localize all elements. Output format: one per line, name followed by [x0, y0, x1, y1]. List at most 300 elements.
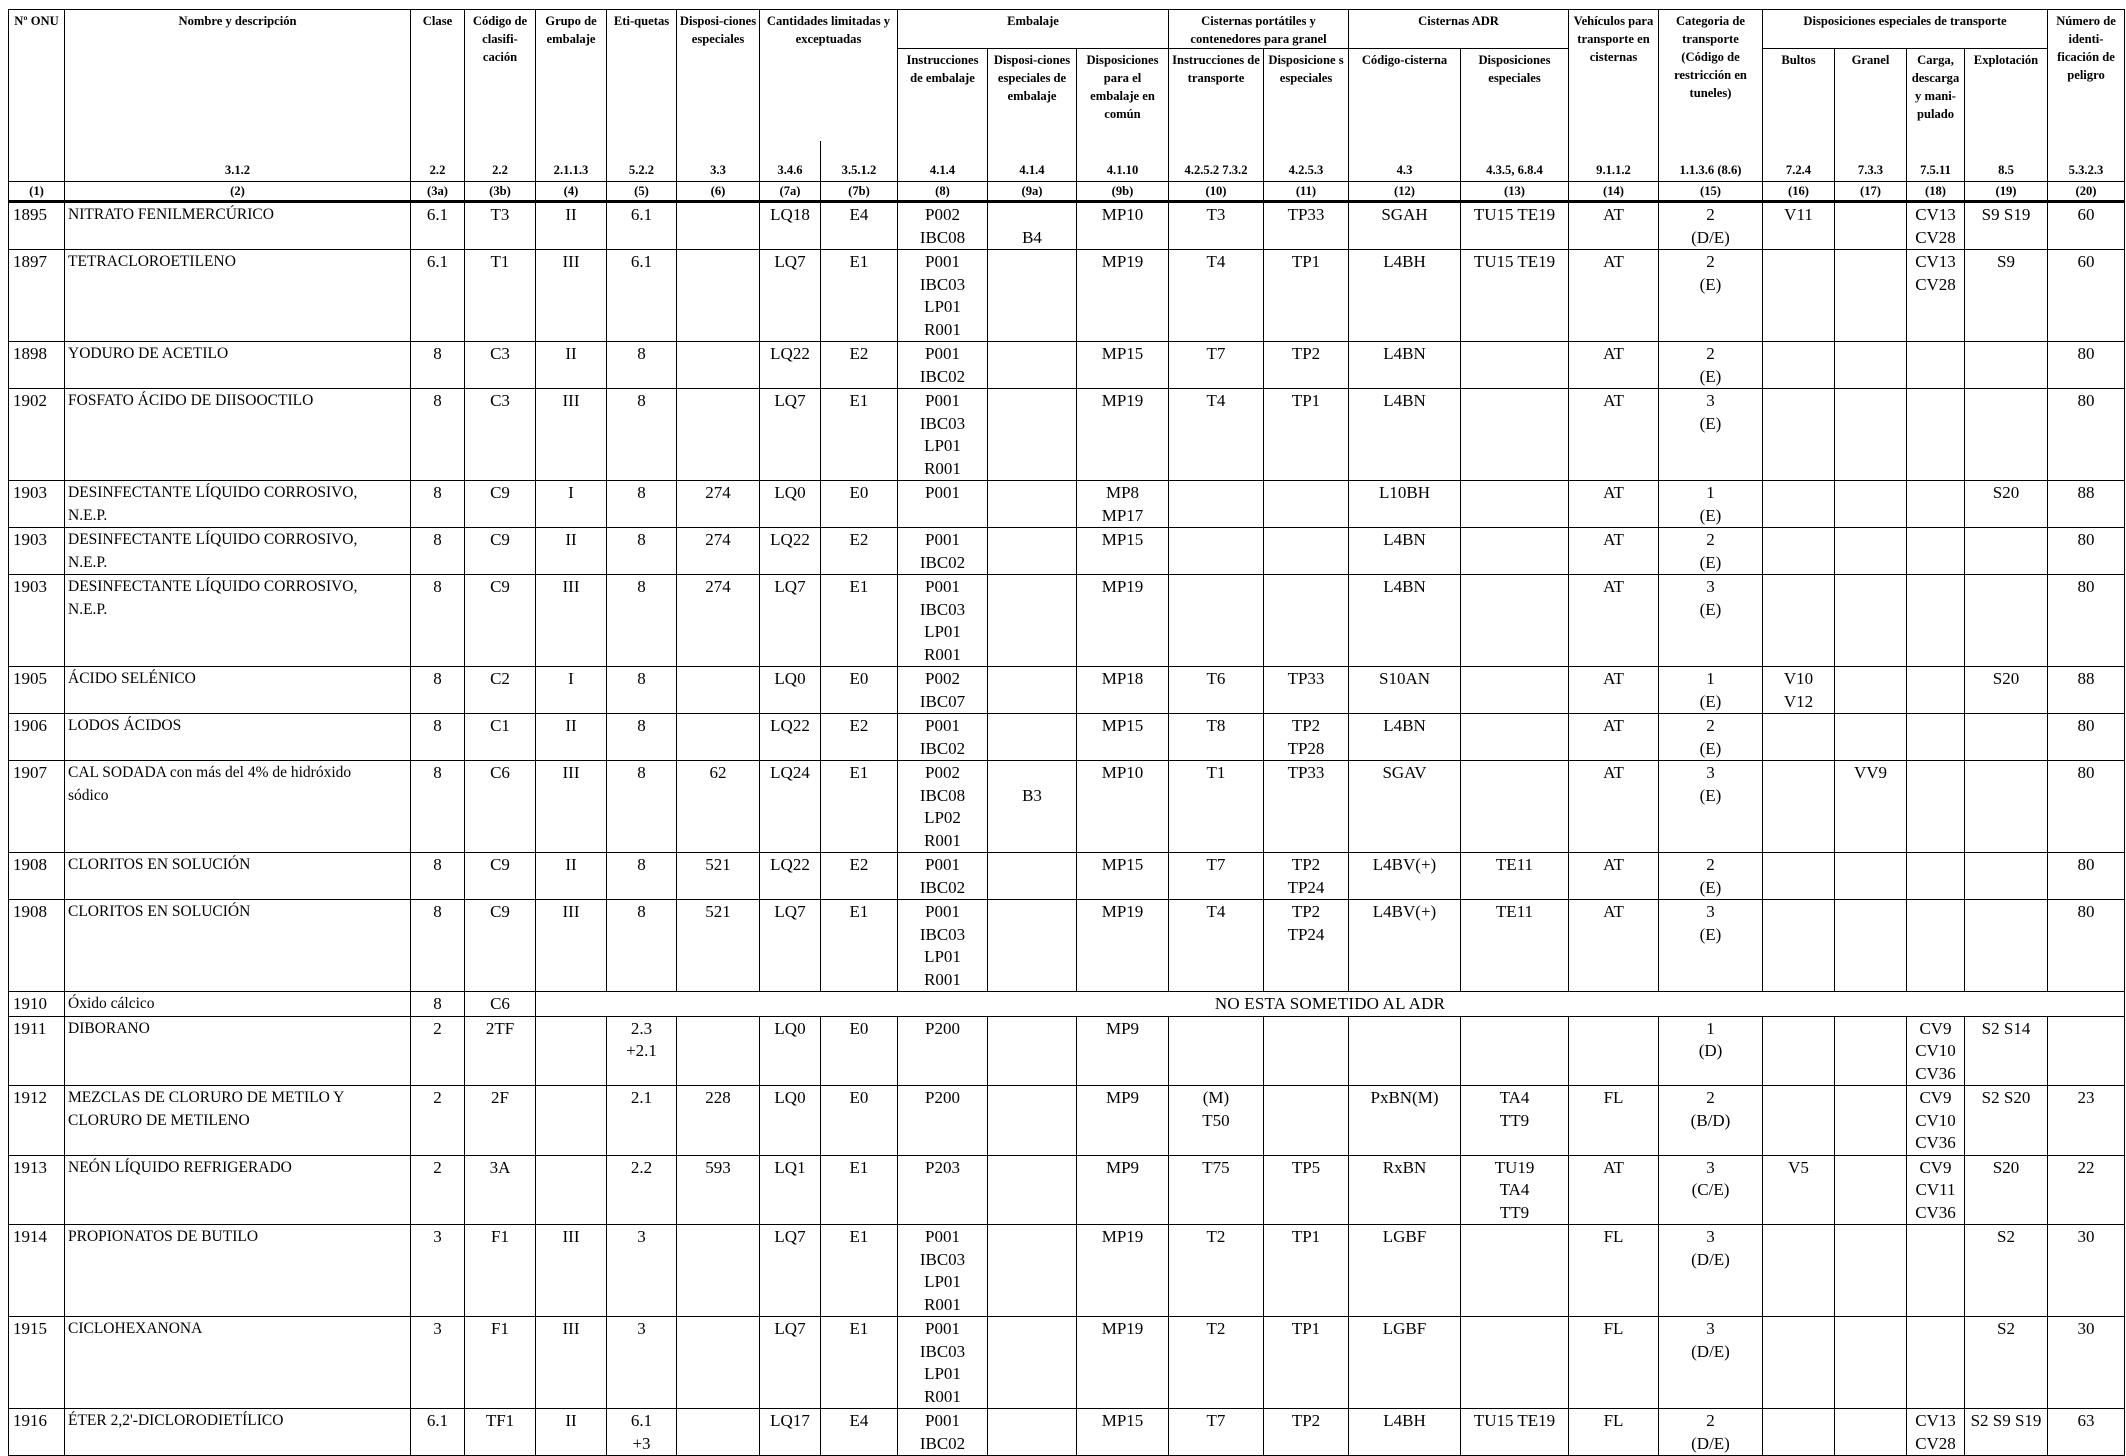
data-cell [1461, 342, 1569, 389]
data-cell: E2 [821, 342, 898, 389]
table-row [9, 761, 2125, 853]
data-cell: L4BV(+) [1349, 853, 1461, 900]
data-cell: SGAV [1349, 761, 1461, 853]
data-cell: L10BH [1349, 481, 1461, 528]
data-cell [1763, 900, 1835, 992]
data-cell [1763, 761, 1835, 853]
data-cell: LQ17 [760, 1409, 821, 1456]
data-cell: III [536, 900, 607, 992]
data-cell: 8 [607, 481, 677, 528]
data-cell [988, 342, 1077, 389]
data-cell [1763, 1317, 1835, 1409]
data-cell: L4BV(+) [1349, 900, 1461, 992]
column-number: (10) [1169, 182, 1264, 202]
data-cell: 2 [411, 1086, 465, 1156]
substance-name-cell: DESINFECTANTE LÍQUIDO CORROSIVO, N.E.P. [65, 481, 411, 528]
data-cell: S9 [1965, 250, 2048, 342]
data-cell: 3 [607, 1225, 677, 1317]
data-cell: P001 IBC03 LP01 R001 [898, 1225, 988, 1317]
data-cell: V10 V12 [1763, 667, 1835, 714]
data-cell: AT [1569, 853, 1659, 900]
data-cell: E1 [821, 761, 898, 853]
data-cell: MP10 [1077, 202, 1169, 250]
data-cell: 2TF [465, 1016, 536, 1086]
data-cell [988, 1225, 1077, 1317]
un-number-cell: 1897 [9, 250, 65, 342]
table-row [9, 250, 2125, 342]
un-number-cell: 1906 [9, 714, 65, 761]
data-cell: E1 [821, 250, 898, 342]
data-cell: 3 (D/E) [1659, 1225, 1763, 1317]
data-cell [988, 1155, 1077, 1225]
data-cell: 8 [411, 900, 465, 992]
table-row [9, 202, 2125, 250]
data-cell [536, 1086, 607, 1156]
table-row [9, 389, 2125, 481]
data-cell: 63 [2048, 1409, 2125, 1456]
data-cell: II [536, 528, 607, 575]
column-number: (8) [898, 182, 988, 202]
data-cell: B3 [988, 761, 1077, 853]
table-row [9, 1086, 2125, 1156]
data-cell: T75 [1169, 1155, 1264, 1225]
table-header [9, 10, 2125, 202]
column-number: (17) [1835, 182, 1907, 202]
table-row [9, 1409, 2125, 1456]
data-cell: 1 (D) [1659, 1016, 1763, 1086]
header-special-transport: Disposiciones especiales de transporte [1763, 10, 2048, 49]
data-cell: S10AN [1349, 667, 1461, 714]
data-cell: B4 [988, 202, 1077, 250]
data-cell: 8 [411, 714, 465, 761]
data-cell: CV13 CV28 [1907, 250, 1965, 342]
data-cell [536, 1155, 607, 1225]
data-cell: C3 [465, 342, 536, 389]
data-cell: E1 [821, 1225, 898, 1317]
data-cell: MP19 [1077, 1317, 1169, 1409]
data-cell: L4BN [1349, 389, 1461, 481]
data-cell: TU15 TE19 [1461, 250, 1569, 342]
data-cell [1835, 1086, 1907, 1156]
data-cell: 3 (D/E) [1659, 1317, 1763, 1409]
data-cell: MP19 [1077, 250, 1169, 342]
data-cell [1569, 1016, 1659, 1086]
section-ref: 3.5.1.2 [821, 141, 898, 182]
data-cell [1907, 900, 1965, 992]
header-labels: Eti-quetas [607, 10, 677, 141]
data-cell: V5 [1763, 1155, 1835, 1225]
data-cell: VV9 [1835, 761, 1907, 853]
header-transport-category: Categoria de transporte (Código de restricción en tuneles) [1659, 10, 1763, 141]
data-cell: T7 [1169, 853, 1264, 900]
data-cell: TP1 [1264, 250, 1349, 342]
data-cell: TA4 TT9 [1461, 1086, 1569, 1156]
data-cell: 8 [411, 389, 465, 481]
substance-name-cell: CLORITOS EN SOLUCIÓN [65, 900, 411, 992]
data-cell [1461, 528, 1569, 575]
data-cell: L4BH [1349, 1409, 1461, 1456]
data-cell: LQ22 [760, 853, 821, 900]
data-cell: E2 [821, 714, 898, 761]
data-cell: P001 IBC03 LP01 R001 [898, 250, 988, 342]
data-cell: E0 [821, 667, 898, 714]
data-cell: PxBN(M) [1349, 1086, 1461, 1156]
data-cell [988, 853, 1077, 900]
table-row [9, 1317, 2125, 1409]
section-ref: 1.1.3.6 (8.6) [1659, 141, 1763, 182]
data-cell [677, 667, 760, 714]
data-cell: LQ18 [760, 202, 821, 250]
data-cell [1835, 1225, 1907, 1317]
data-cell: LQ22 [760, 714, 821, 761]
data-cell: L4BN [1349, 528, 1461, 575]
data-cell: 2 [411, 1016, 465, 1086]
data-cell [1965, 575, 2048, 667]
data-cell: (M) T50 [1169, 1086, 1264, 1156]
column-number: (14) [1569, 182, 1659, 202]
data-cell [1461, 667, 1569, 714]
data-cell [988, 1409, 1077, 1456]
data-cell [1763, 1016, 1835, 1086]
data-cell: SGAH [1349, 202, 1461, 250]
data-cell [1907, 575, 1965, 667]
data-cell: P001 [898, 481, 988, 528]
data-cell: 8 [607, 528, 677, 575]
column-number: (15) [1659, 182, 1763, 202]
header-portable-tanks: Cisternas portátiles y contenedores para granel [1169, 10, 1349, 49]
data-cell: P002 IBC08 LP02 R001 [898, 761, 988, 853]
data-cell: C9 [465, 853, 536, 900]
substance-name-cell: DIBORANO [65, 1016, 411, 1086]
data-cell [1264, 528, 1349, 575]
header-classification-code: Código de clasifi-cación [465, 10, 536, 141]
adr-dangerous-goods-table [8, 9, 2125, 1456]
data-cell: TE11 [1461, 853, 1569, 900]
data-cell [1835, 1317, 1907, 1409]
data-cell [1835, 667, 1907, 714]
section-ref: 9.1.1.2 [1569, 141, 1659, 182]
data-cell: 2 (E) [1659, 528, 1763, 575]
data-cell: 2 (E) [1659, 853, 1763, 900]
data-cell [1835, 481, 1907, 528]
data-cell: 3 (E) [1659, 900, 1763, 992]
data-cell [1763, 1409, 1835, 1456]
data-cell: CV13 CV28 [1907, 1409, 1965, 1456]
un-number-cell: 1895 [9, 202, 65, 250]
section-ref: 5.2.2 [607, 141, 677, 182]
data-cell: II [536, 853, 607, 900]
column-number: (13) [1461, 182, 1569, 202]
header-packaging: Embalaje [898, 10, 1169, 49]
data-cell: MP18 [1077, 667, 1169, 714]
substance-name-cell: YODURO DE ACETILO [65, 342, 411, 389]
data-cell: T1 [1169, 761, 1264, 853]
data-cell: 274 [677, 481, 760, 528]
data-cell: 2 (B/D) [1659, 1086, 1763, 1156]
data-cell: T3 [465, 202, 536, 250]
data-cell [1907, 761, 1965, 853]
data-cell: P001 IBC03 LP01 R001 [898, 1317, 988, 1409]
data-cell: V11 [1763, 202, 1835, 250]
data-cell [1965, 342, 2048, 389]
data-cell: MP15 [1077, 528, 1169, 575]
section-ref: 4.1.4 [988, 141, 1077, 182]
data-cell [1907, 853, 1965, 900]
substance-name-cell: NEÓN LÍQUIDO REFRIGERADO [65, 1155, 411, 1225]
header-operation: Explotación [1965, 49, 2048, 141]
data-cell [1835, 575, 1907, 667]
un-number-cell: 1911 [9, 1016, 65, 1086]
section-ref: 3.1.2 [65, 141, 411, 182]
data-cell: TP33 [1264, 202, 1349, 250]
data-cell: 30 [2048, 1225, 2125, 1317]
data-cell [1965, 900, 2048, 992]
data-cell: 80 [2048, 575, 2125, 667]
data-cell: 2 [411, 1155, 465, 1225]
data-cell: P001 IBC02 [898, 1409, 988, 1456]
data-cell: S2 [1965, 1225, 2048, 1317]
data-cell [1169, 575, 1264, 667]
data-cell: FL [1569, 1225, 1659, 1317]
data-cell: P200 [898, 1016, 988, 1086]
data-cell: 80 [2048, 389, 2125, 481]
data-cell: LQ1 [760, 1155, 821, 1225]
substance-name-cell: NITRATO FENILMERCÚRICO [65, 202, 411, 250]
data-cell [988, 1086, 1077, 1156]
data-cell: 2 (D/E) [1659, 202, 1763, 250]
data-cell: LQ7 [760, 575, 821, 667]
data-cell: CV13 CV28 [1907, 202, 1965, 250]
data-cell: S20 [1965, 667, 2048, 714]
section-ref: 4.1.10 [1077, 141, 1169, 182]
data-cell [1835, 1409, 1907, 1456]
data-cell: E1 [821, 900, 898, 992]
header-bulk: Granel [1835, 49, 1907, 141]
data-cell [1763, 575, 1835, 667]
section-ref: 2.2 [411, 141, 465, 182]
substance-name-cell: DESINFECTANTE LÍQUIDO CORROSIVO, N.E.P. [65, 575, 411, 667]
data-cell: E0 [821, 1086, 898, 1156]
section-ref: 4.1.4 [898, 141, 988, 182]
data-cell: 8 [607, 714, 677, 761]
data-cell: 8 [607, 342, 677, 389]
table-row [9, 992, 2125, 1017]
substance-name-cell: PROPIONATOS DE BUTILO [65, 1225, 411, 1317]
data-cell: II [536, 202, 607, 250]
data-cell: LQ0 [760, 667, 821, 714]
data-cell: MP19 [1077, 575, 1169, 667]
column-number: (16) [1763, 182, 1835, 202]
data-cell [536, 1016, 607, 1086]
column-number: (20) [2048, 182, 2125, 202]
data-cell: 2.3 +2.1 [607, 1016, 677, 1086]
un-number-cell: 1914 [9, 1225, 65, 1317]
column-number: (1) [9, 182, 65, 202]
data-cell: 8 [411, 528, 465, 575]
data-cell: P001 IBC02 [898, 528, 988, 575]
data-cell: AT [1569, 342, 1659, 389]
data-cell [988, 481, 1077, 528]
data-cell [1349, 1016, 1461, 1086]
table-row [9, 575, 2125, 667]
data-cell: T7 [1169, 342, 1264, 389]
data-cell: CV9 CV11 CV36 [1907, 1155, 1965, 1225]
header-limited-quantities: Cantidades limitadas y exceptuadas [760, 10, 898, 141]
header-packages: Bultos [1763, 49, 1835, 141]
column-number-row [9, 182, 2125, 202]
data-cell: MP19 [1077, 389, 1169, 481]
data-cell: LQ7 [760, 1317, 821, 1409]
header-tank-instructions: Instrucciones de transporte [1169, 49, 1264, 141]
data-cell: AT [1569, 202, 1659, 250]
data-cell [677, 342, 760, 389]
data-cell: 8 [411, 342, 465, 389]
data-cell: III [536, 1225, 607, 1317]
data-cell: 3 [411, 1225, 465, 1317]
data-cell [1461, 1317, 1569, 1409]
data-cell [1965, 389, 2048, 481]
data-cell: 62 [677, 761, 760, 853]
data-cell: TP2 TP24 [1264, 900, 1349, 992]
data-cell: S2 [1965, 1317, 2048, 1409]
data-cell: TP1 [1264, 1317, 1349, 1409]
data-cell: TU15 TE19 [1461, 202, 1569, 250]
data-cell [677, 202, 760, 250]
data-cell: LQ0 [760, 481, 821, 528]
data-cell: 88 [2048, 667, 2125, 714]
data-cell [1835, 714, 1907, 761]
section-ref: 4.3 [1349, 141, 1461, 182]
data-cell: P001 IBC02 [898, 714, 988, 761]
data-cell [1763, 853, 1835, 900]
data-cell: 593 [677, 1155, 760, 1225]
data-cell: C2 [465, 667, 536, 714]
header-hazard-id: Número de identi-ficación de peligro [2048, 10, 2125, 141]
data-cell: LQ7 [760, 1225, 821, 1317]
data-cell: 23 [2048, 1086, 2125, 1156]
data-cell [1763, 714, 1835, 761]
data-cell [677, 389, 760, 481]
data-cell: 80 [2048, 900, 2125, 992]
data-cell: LQ7 [760, 900, 821, 992]
data-cell [988, 1317, 1077, 1409]
data-cell: 8 [411, 667, 465, 714]
data-cell: TE11 [1461, 900, 1569, 992]
data-cell [1763, 528, 1835, 575]
data-cell: 8 [607, 761, 677, 853]
data-cell: T2 [1169, 1317, 1264, 1409]
header-tank-special-provisions: Disposicione s especiales [1264, 49, 1349, 141]
data-cell: 8 [607, 900, 677, 992]
data-cell: 60 [2048, 250, 2125, 342]
section-ref [9, 141, 65, 182]
data-cell: 2F [465, 1086, 536, 1156]
data-cell [1965, 528, 2048, 575]
data-cell: AT [1569, 900, 1659, 992]
data-cell [1835, 853, 1907, 900]
data-cell: 521 [677, 853, 760, 900]
data-cell [1835, 528, 1907, 575]
section-ref: 2.1.1.3 [536, 141, 607, 182]
data-cell: 8 [411, 575, 465, 667]
header-adr-tank-provisions: Disposiciones especiales [1461, 49, 1569, 141]
column-number: (5) [607, 182, 677, 202]
data-cell [1835, 1155, 1907, 1225]
column-number: (3a) [411, 182, 465, 202]
data-cell [1264, 1016, 1349, 1086]
section-ref: 5.3.2.3 [2048, 141, 2125, 182]
data-cell: AT [1569, 761, 1659, 853]
data-cell [1835, 202, 1907, 250]
data-cell: 8 [607, 575, 677, 667]
data-cell: MP8 MP17 [1077, 481, 1169, 528]
data-cell: L4BN [1349, 714, 1461, 761]
data-cell: T4 [1169, 389, 1264, 481]
data-cell: III [536, 761, 607, 853]
data-cell [677, 250, 760, 342]
data-cell: 80 [2048, 761, 2125, 853]
data-cell: AT [1569, 575, 1659, 667]
data-cell: AT [1569, 250, 1659, 342]
data-cell: TP2 TP24 [1264, 853, 1349, 900]
data-cell [1169, 1016, 1264, 1086]
data-cell: MP10 [1077, 761, 1169, 853]
data-cell: S20 [1965, 481, 2048, 528]
un-number-cell: 1908 [9, 900, 65, 992]
data-cell: C3 [465, 389, 536, 481]
column-number: (19) [1965, 182, 2048, 202]
data-cell [988, 667, 1077, 714]
data-cell: II [536, 1409, 607, 1456]
data-cell [1264, 1086, 1349, 1156]
data-cell: 2 (E) [1659, 250, 1763, 342]
data-cell: AT [1569, 1155, 1659, 1225]
un-number-cell: 1907 [9, 761, 65, 853]
data-cell [1461, 389, 1569, 481]
substance-name-cell: ÉTER 2,2'-DICLORODIETÍLICO [65, 1409, 411, 1456]
data-cell: LGBF [1349, 1225, 1461, 1317]
data-cell [1461, 1016, 1569, 1086]
un-number-cell: 1910 [9, 992, 65, 1017]
data-cell [1965, 853, 2048, 900]
data-cell [1907, 667, 1965, 714]
column-number: (3b) [465, 182, 536, 202]
data-cell: C1 [465, 714, 536, 761]
data-cell: FL [1569, 1317, 1659, 1409]
data-cell: T2 [1169, 1225, 1264, 1317]
data-cell: 6.1 +3 [607, 1409, 677, 1456]
data-cell: LQ0 [760, 1016, 821, 1086]
data-cell: 274 [677, 575, 760, 667]
data-cell [1461, 1225, 1569, 1317]
data-cell: T6 [1169, 667, 1264, 714]
header-special-packing-provisions: Disposi-ciones especiales de embalaje [988, 49, 1077, 141]
data-cell: 6.1 [607, 250, 677, 342]
data-cell: TP33 [1264, 667, 1349, 714]
data-cell [677, 1317, 760, 1409]
header-tank-code: Código-cisterna [1349, 49, 1461, 141]
table-row [9, 528, 2125, 575]
data-cell: T1 [465, 250, 536, 342]
data-cell: AT [1569, 481, 1659, 528]
data-cell: P001 IBC02 [898, 342, 988, 389]
data-cell [988, 1016, 1077, 1086]
data-cell: P001 IBC03 LP01 R001 [898, 389, 988, 481]
column-number: (7a) [760, 182, 821, 202]
data-cell: P001 IBC03 LP01 R001 [898, 900, 988, 992]
data-cell: MP15 [1077, 714, 1169, 761]
data-cell: 3 (C/E) [1659, 1155, 1763, 1225]
